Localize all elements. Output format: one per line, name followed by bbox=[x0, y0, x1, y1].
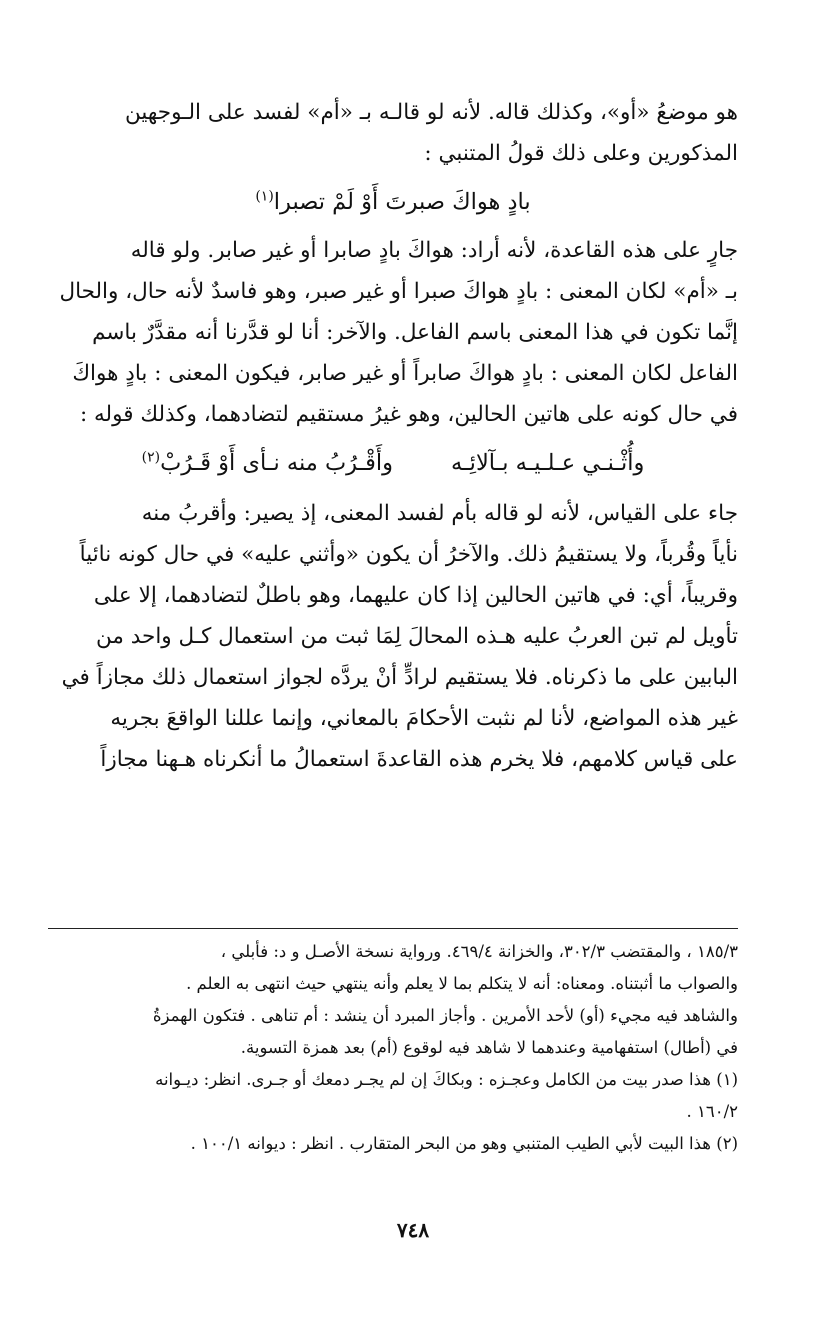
verse-hemistich-left bbox=[142, 441, 393, 485]
footnote-line: والصواب ما أثبتناه. ومعناه: أنه لا يتكلم بما لا يعلم وأنه ينتهي حيث انتهى به العلم . bbox=[186, 974, 738, 993]
footnote-marker: (٢) bbox=[141, 449, 161, 466]
footnote-line: في (أطال) استفهامية وعندهما لا شاهد فيه لوقوع (أم) بعد همزة التسوية. bbox=[240, 1038, 738, 1057]
verse-line bbox=[48, 180, 738, 224]
body-line: غير هذه المواضع، لأنا لم نثبت الأحكامَ بالمعاني، وإنما عللنا الواقعَ بجريه bbox=[110, 706, 738, 731]
body-line: تأويل لم تبن العربُ عليه هـذه المحالَ لِمَا ثبت من استعمال كـل واحد من bbox=[96, 624, 738, 649]
footnote-line: ١٨٥/٣ ، والمقتضب ٣٠٢/٣، والخزانة ٤٦٩/٤. ورواية نسخة الأصـل و د: فأبلي ، bbox=[220, 942, 738, 961]
verse-hemistich-right: وأُثْـنـي عـلـيـه بـآلائِـه bbox=[451, 450, 645, 476]
body-line: المذكورين وعلى ذلك قولُ المتنبي : bbox=[424, 141, 738, 166]
footnote-2: (٢) هذا البيت لأبي الطيب المتنبي وهو من البحر المتقارب . انظر : ديوانه ١٠٠/١ . bbox=[190, 1134, 738, 1153]
body-line: في حال كونه على هاتين الحالين، وهو غيرُ مستقيم لتضادهما، وكذلك قوله : bbox=[79, 402, 738, 427]
verse-text: بادٍ هواكَ صبرتَ أَوْ لَمْ تصبرا bbox=[273, 189, 531, 215]
main-text bbox=[48, 92, 738, 780]
page-number: ٧٤٨ bbox=[396, 1218, 430, 1242]
body-line: بـ «أم» لكان المعنى : بادٍ هواكَ صبرا أو غير صبر، وهو فاسدٌ لأنه حال، والحال bbox=[59, 279, 738, 304]
body-line: جارٍ على هذه القاعدة، لأنه أراد: هواكَ بادٍ صابرا أو غير صابر. ولو قاله bbox=[130, 238, 738, 263]
footnote-1-continued: ١٦٠/٢ . bbox=[686, 1102, 738, 1121]
body-line: وقريباً، أي: في هاتين الحالين إذا كان عليهما، وهو باطلٌ لتضادهما، إلا على bbox=[93, 583, 738, 608]
body-line: على قياس كلامهم، فلا يخرم هذه القاعدةَ استعمالُ ما أنكرناه هـهنا مجازاً bbox=[100, 747, 738, 772]
footnotes bbox=[48, 936, 738, 1160]
body-line: الفاعل لكان المعنى : بادٍ هواكَ صابراً أو غير صابر، فيكون المعنى : بادٍ هواكَ bbox=[72, 361, 738, 386]
body-line: نأياً وقُرباً، ولا يستقيمُ ذلك. والآخرُ أن يكون «وأثني عليه» في حال كونه نائياً bbox=[79, 542, 738, 567]
verse-couplet bbox=[48, 441, 738, 485]
body-line: هو موضعُ «أو»، وكذلك قاله. لأنه لو قالـه بـ «أم» لفسد على الـوجهين bbox=[125, 100, 738, 125]
footnote-marker: (١) bbox=[255, 188, 274, 205]
body-line: إنَّما تكون في هذا المعنى باسم الفاعل. والآخر: أنا لو قدَّرنا أنه مقدَّرٌ باسم bbox=[92, 320, 738, 345]
footnote-line: والشاهد فيه مجيء (أو) لأحد الأمرين . وأجاز المبرد أن ينشد : أم تناهى . فتكون الهمزةُ bbox=[152, 1006, 738, 1025]
body-line: البابين على ما ذكرناه. فلا يستقيم لرادٍّ أنْ يردَّه لجواز استعمال ذلك مجازاً في bbox=[61, 665, 738, 690]
verse-hemistich-left-text: وأَقْـرُبُ منه نـأى أَوْ قَـرُبْ bbox=[160, 450, 394, 476]
footnote-separator bbox=[48, 928, 738, 929]
footnote-1: (١) هذا صدر بيت من الكامل وعجـزه : وبكاكَ إن لم يجـر دمعك أو جـرى. انظر: ديـوانه bbox=[155, 1070, 738, 1089]
body-line: جاء على القياس، لأنه لو قاله بأم لفسد المعنى، إذ يصير: وأقربُ منه bbox=[141, 501, 738, 526]
